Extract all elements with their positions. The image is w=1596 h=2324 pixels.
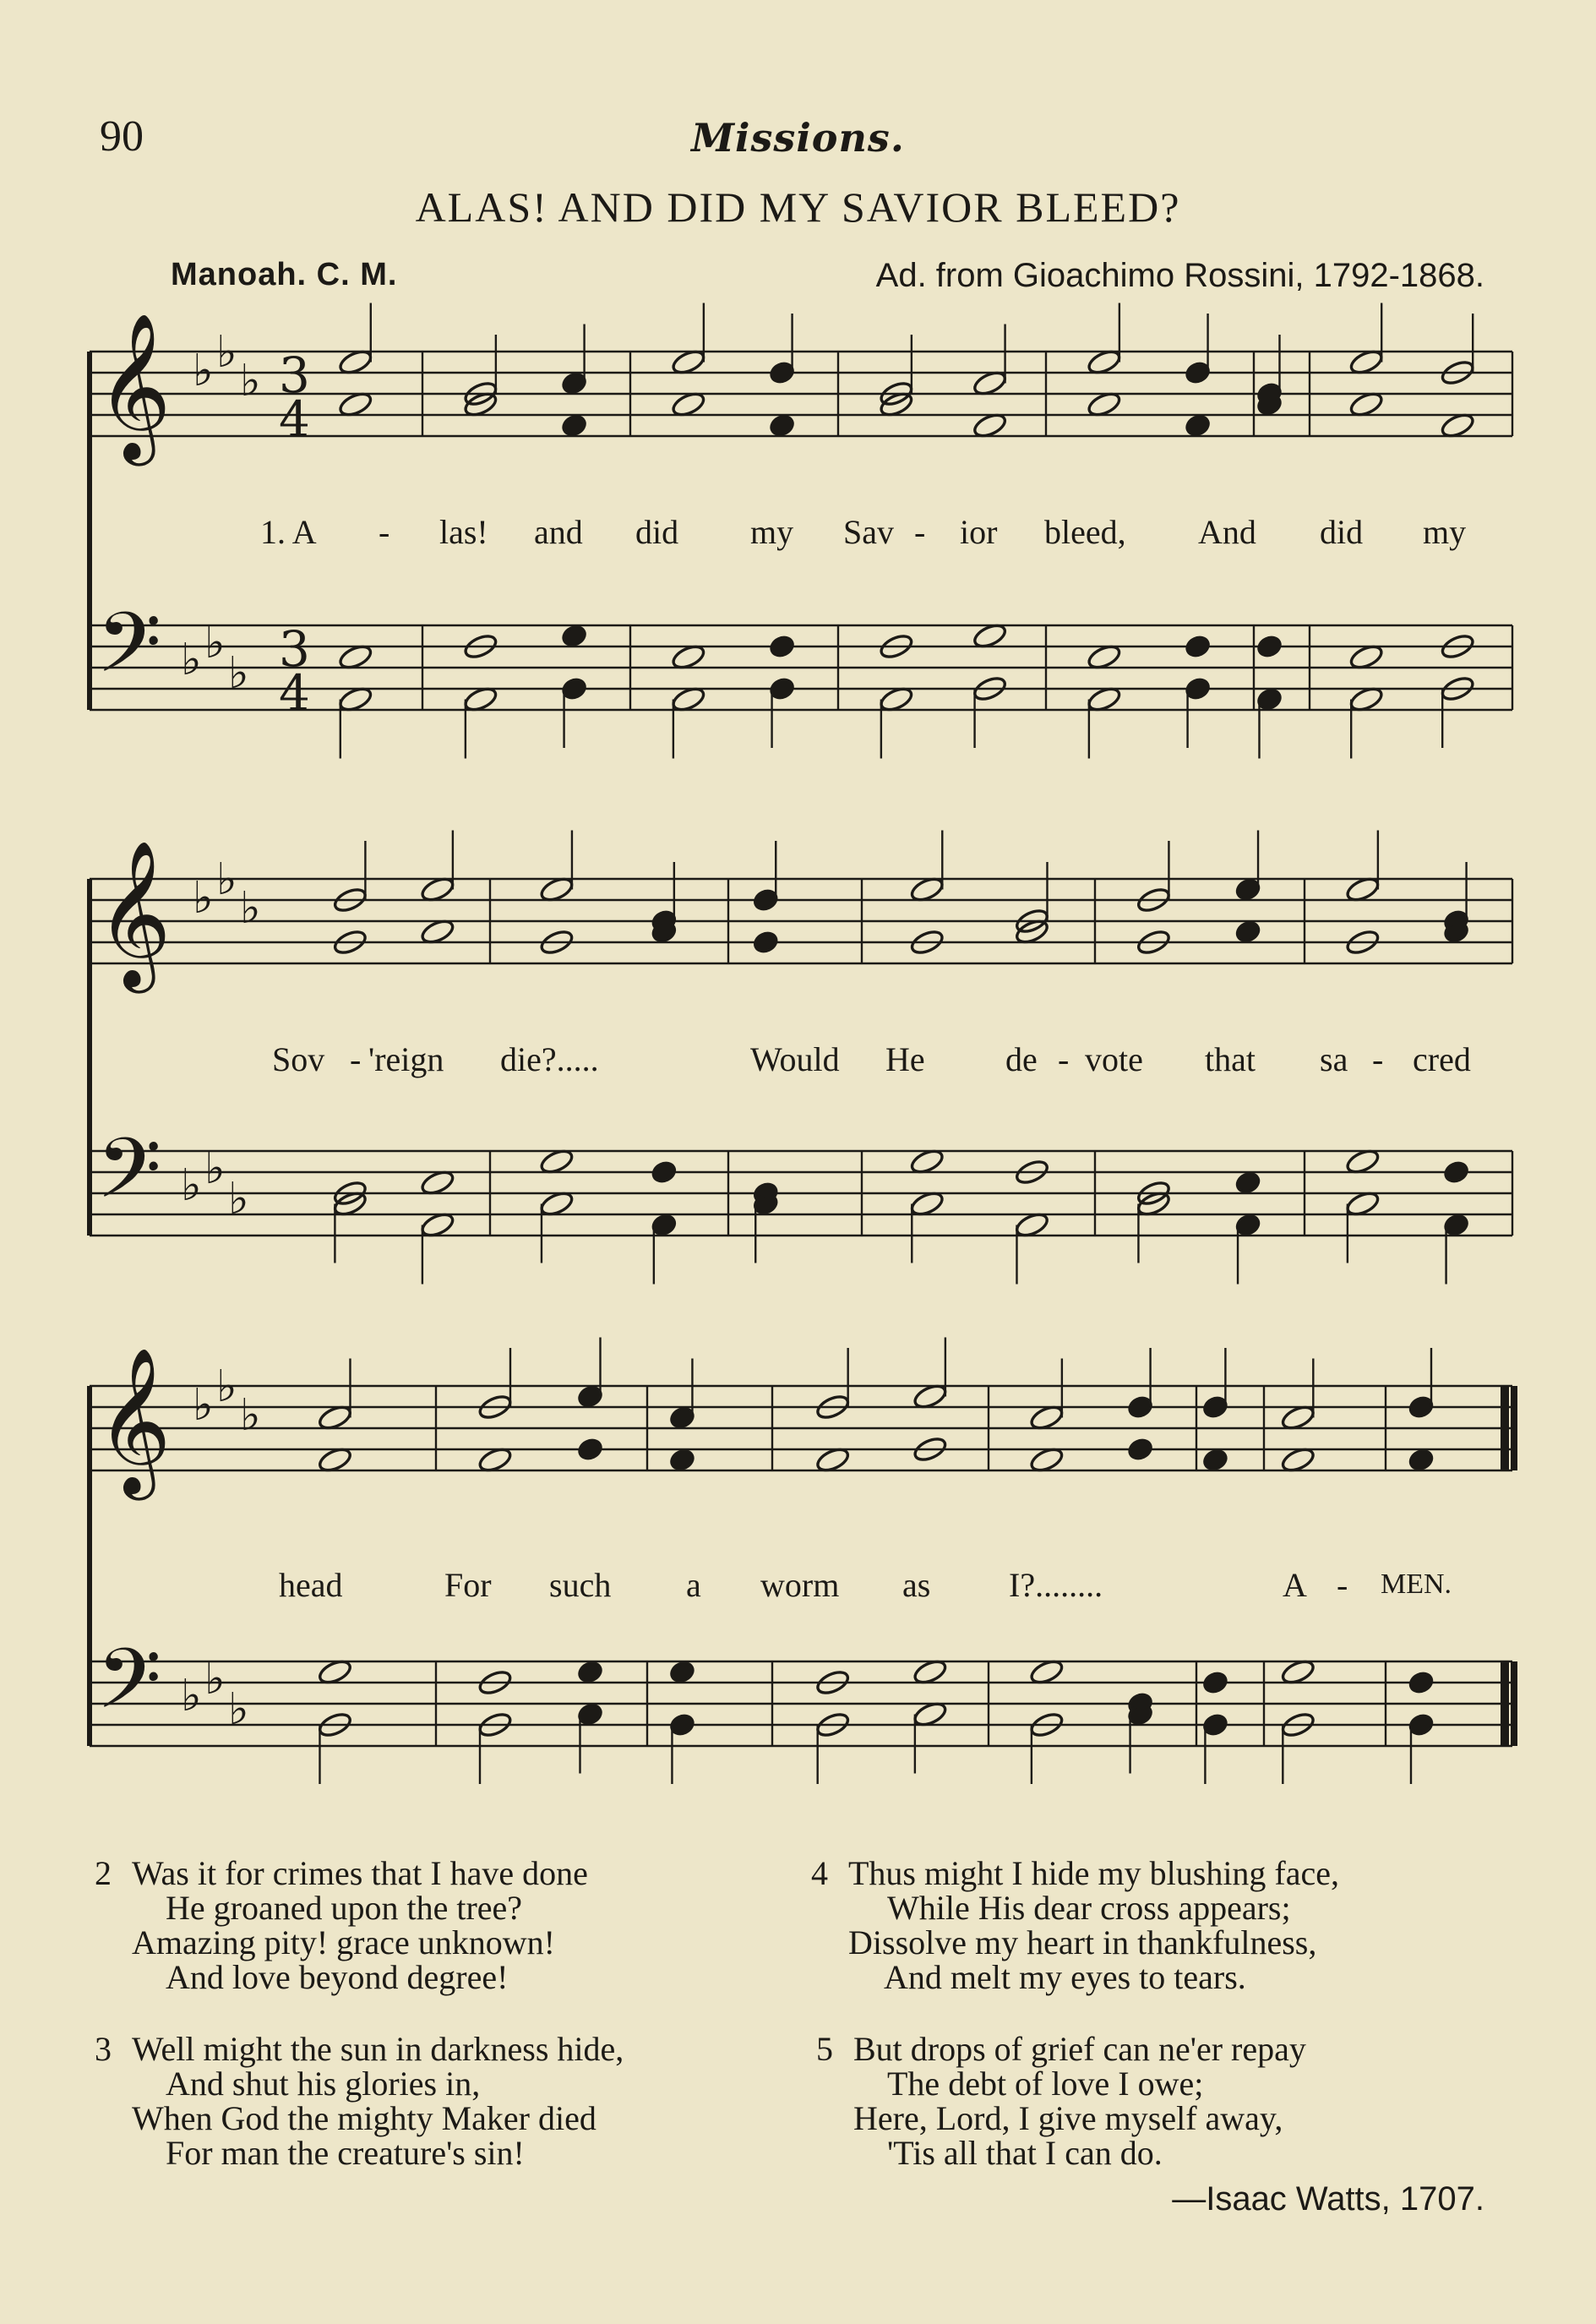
tune-name: Manoah. C. M. bbox=[171, 257, 398, 292]
note-head bbox=[561, 624, 588, 648]
note-head bbox=[668, 1660, 695, 1684]
time-signature-bottom: 4 bbox=[279, 664, 310, 722]
bass-staff bbox=[90, 1121, 1512, 1285]
note-head bbox=[1234, 919, 1261, 944]
bass-clef: 𝄢 bbox=[96, 1121, 162, 1238]
flat-sign: ♭ bbox=[228, 648, 249, 699]
lyric-syllable: - bbox=[1372, 1040, 1384, 1078]
lyric-syllable: de bbox=[1005, 1040, 1038, 1078]
lyric-syllable: sa bbox=[1320, 1040, 1348, 1078]
time-signature-bottom: 4 bbox=[279, 390, 310, 448]
treble-clef: 𝄞 bbox=[96, 840, 172, 987]
lyric-syllable: as bbox=[902, 1566, 931, 1604]
flat-sign: ♭ bbox=[181, 1160, 202, 1211]
note-head bbox=[561, 413, 588, 438]
treble-staff bbox=[90, 1338, 1517, 1502]
flat-sign: ♭ bbox=[216, 327, 237, 378]
lyric-syllable: did bbox=[1320, 513, 1364, 551]
note-head bbox=[1256, 634, 1283, 658]
flat-sign: ♭ bbox=[181, 635, 202, 685]
note-head bbox=[752, 930, 779, 954]
lyric-syllable: - bbox=[914, 513, 926, 551]
lyric-syllable: that bbox=[1205, 1040, 1256, 1078]
stanza-line: The debt of love I owe; bbox=[887, 2065, 1204, 2103]
lyric-syllable: - bbox=[379, 513, 390, 551]
lyric-syllable: vote bbox=[1085, 1040, 1143, 1078]
lyric-syllable: my bbox=[750, 513, 794, 551]
stanza-5 bbox=[816, 2032, 1306, 2170]
lyric-syllable: He bbox=[885, 1040, 925, 1078]
stanza-line: 'Tis all that I can do. bbox=[887, 2134, 1163, 2172]
lyric-syllable: my bbox=[1423, 513, 1467, 551]
section-heading: Missions. bbox=[691, 115, 905, 161]
stanza-line: And love beyond degree! bbox=[166, 1958, 509, 1996]
note-head bbox=[576, 1437, 603, 1461]
lyric-syllable: bleed, bbox=[1044, 513, 1126, 551]
note-head bbox=[576, 1660, 603, 1684]
flat-sign: ♭ bbox=[193, 1380, 214, 1431]
lyric-syllable: cred bbox=[1413, 1040, 1471, 1078]
stanza-4 bbox=[811, 1856, 1339, 1994]
note-head bbox=[1234, 1170, 1261, 1195]
stanza-line: Dissolve my heart in thankfulness, bbox=[848, 1923, 1317, 1961]
treble-staff bbox=[90, 831, 1512, 995]
flat-sign: ♭ bbox=[181, 1671, 202, 1721]
lyric-syllable: a bbox=[686, 1566, 701, 1604]
lyric-syllable: such bbox=[549, 1566, 612, 1604]
stanza-3 bbox=[95, 2032, 624, 2170]
stanza-number: 3 bbox=[95, 2030, 112, 2068]
lyric-syllable: Sov bbox=[272, 1040, 325, 1078]
flat-sign: ♭ bbox=[240, 883, 261, 934]
stanza-line: Well might the sun in darkness hide, bbox=[132, 2030, 624, 2068]
lyric-syllable: and bbox=[534, 513, 583, 551]
author-credit: —Isaac Watts, 1707. bbox=[1172, 2180, 1484, 2218]
stanza-line: While His dear cross appears; bbox=[887, 1889, 1291, 1927]
hymn-title: ALAS! AND DID MY SAVIOR BLEED? bbox=[415, 183, 1181, 231]
lyric-syllable: die?..... bbox=[500, 1040, 599, 1078]
flat-sign: ♭ bbox=[228, 1684, 249, 1735]
stanza-line: When God the mighty Maker died bbox=[132, 2099, 596, 2137]
lyric-syllable: And bbox=[1198, 513, 1256, 551]
stanza-line: For man the creature's sin! bbox=[166, 2134, 525, 2172]
stanza-line: Here, Lord, I give myself away, bbox=[853, 2099, 1283, 2137]
flat-sign: ♭ bbox=[204, 1143, 226, 1194]
lyric-syllable: A bbox=[1283, 1566, 1307, 1604]
lyric-syllable: - bbox=[1337, 1566, 1348, 1604]
lyric-syllable: las! bbox=[439, 513, 488, 551]
lyric-syllable: - bbox=[350, 1040, 362, 1078]
note-head bbox=[1185, 413, 1212, 438]
lyric-syllable: I?........ bbox=[1009, 1566, 1103, 1604]
lyric-syllable: 1. A bbox=[260, 513, 317, 551]
flat-sign: ♭ bbox=[216, 854, 237, 905]
lyric-syllable: Sav bbox=[843, 513, 894, 551]
lyric-syllable: ior bbox=[960, 513, 998, 551]
flat-sign: ♭ bbox=[204, 618, 226, 668]
note-head bbox=[1185, 634, 1212, 658]
stanza-number: 4 bbox=[811, 1854, 828, 1892]
stanza-line: And shut his glories in, bbox=[166, 2065, 481, 2103]
page-number: 90 bbox=[100, 112, 144, 161]
time-signature-top: 3 bbox=[279, 620, 310, 678]
stanza-line: Was it for crimes that I have done bbox=[132, 1854, 588, 1892]
lyric-syllable: worm bbox=[760, 1566, 840, 1604]
stanza-2 bbox=[95, 1856, 588, 1994]
flat-sign: ♭ bbox=[240, 356, 261, 406]
note-head bbox=[651, 1159, 678, 1184]
flat-sign: ♭ bbox=[240, 1390, 261, 1441]
lyric-syllable: Would bbox=[750, 1040, 840, 1078]
flat-sign: ♭ bbox=[204, 1654, 226, 1705]
stanza-line: But drops of grief can ne'er repay bbox=[853, 2030, 1306, 2068]
lyric-syllable: head bbox=[279, 1566, 343, 1604]
note-head bbox=[1443, 1159, 1470, 1184]
note-head bbox=[1408, 1448, 1435, 1472]
lyric-syllable: MEN. bbox=[1381, 1568, 1452, 1600]
stanza-line: Thus might I hide my blushing face, bbox=[848, 1854, 1340, 1892]
note-head bbox=[1201, 1448, 1228, 1472]
flat-sign: ♭ bbox=[193, 873, 214, 924]
composer-credit: Ad. from Gioachimo Rossini, 1792-1868. bbox=[875, 257, 1484, 294]
note-head bbox=[1201, 1670, 1228, 1694]
stanza-line: He groaned upon the tree? bbox=[166, 1889, 523, 1927]
treble-clef: 𝄞 bbox=[96, 313, 172, 460]
flat-sign: ♭ bbox=[216, 1361, 237, 1412]
music-system bbox=[90, 1338, 1517, 1785]
flat-sign: ♭ bbox=[228, 1174, 249, 1225]
treble-staff bbox=[90, 303, 1512, 467]
stanza-line: And melt my eyes to tears. bbox=[884, 1958, 1246, 1996]
lyric-syllable: 'reign bbox=[368, 1040, 444, 1078]
bass-staff bbox=[90, 1631, 1517, 1784]
flat-sign: ♭ bbox=[193, 346, 214, 396]
stanza-number: 2 bbox=[95, 1854, 112, 1892]
bass-staff bbox=[90, 595, 1512, 759]
bass-clef: 𝄢 bbox=[96, 1631, 162, 1748]
note-head bbox=[1127, 1437, 1154, 1461]
treble-clef: 𝄞 bbox=[96, 1347, 172, 1494]
note-head bbox=[1408, 1670, 1435, 1694]
lyric-syllable: did bbox=[635, 513, 679, 551]
note-head bbox=[769, 413, 796, 438]
stanza-number: 5 bbox=[816, 2030, 833, 2068]
lyric-syllable: For bbox=[444, 1566, 492, 1604]
bass-clef: 𝄢 bbox=[96, 595, 162, 712]
lyric-syllable: - bbox=[1058, 1040, 1070, 1078]
time-signature-top: 3 bbox=[279, 346, 310, 404]
note-head bbox=[668, 1448, 695, 1472]
stanza-line: Amazing pity! grace unknown! bbox=[132, 1923, 555, 1961]
note-head bbox=[769, 634, 796, 658]
